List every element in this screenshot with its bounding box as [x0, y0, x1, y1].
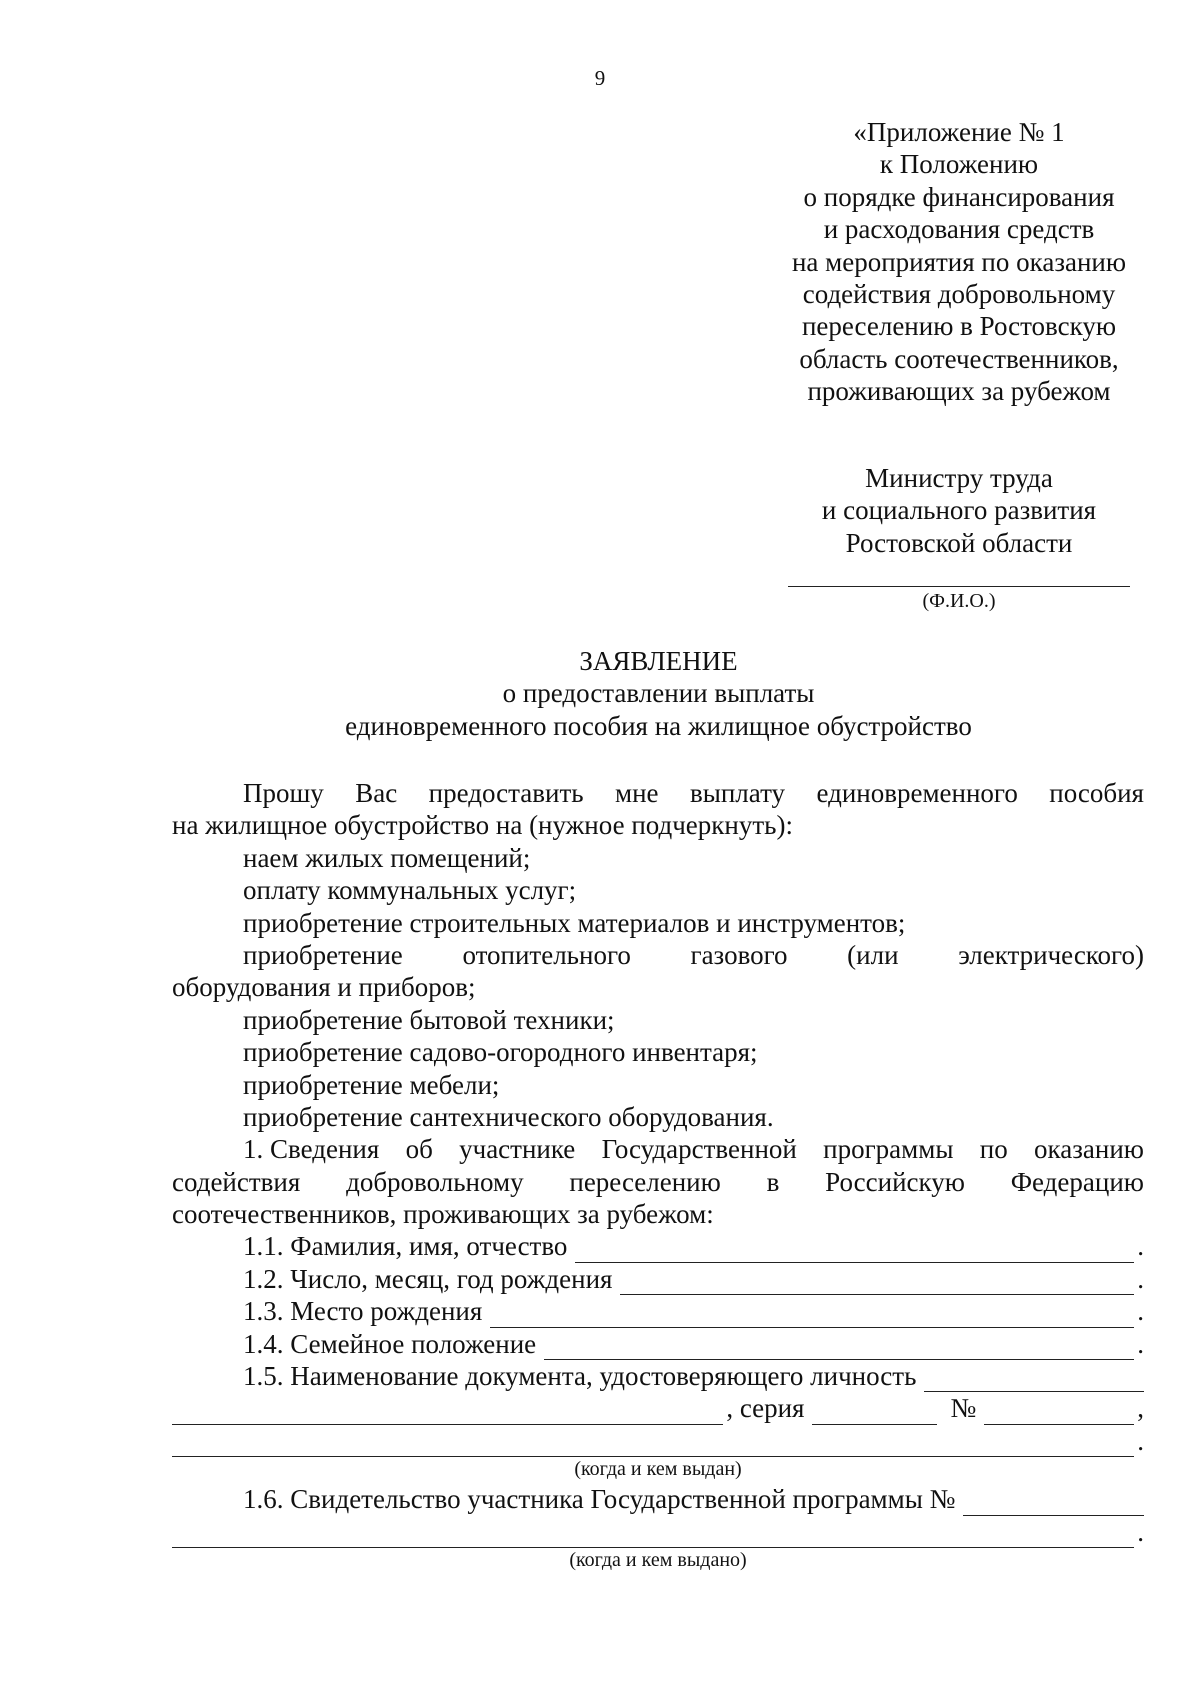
- word: приобретение: [243, 939, 403, 970]
- appendix-line: о порядке финансирования: [803, 181, 1115, 212]
- word: электрического): [958, 939, 1144, 970]
- issued-caption-row: [172, 1457, 1144, 1483]
- field-label: 1.2. Число, месяц, год рождения: [243, 1263, 613, 1294]
- field-birth-date: [172, 1263, 1144, 1295]
- option-garden-tools[interactable]: приобретение садово-огородного инвентаря;: [243, 1037, 758, 1068]
- addressee-line: Министру труда: [865, 463, 1053, 493]
- title-subline: единовременного пособия на жилищное обустройство: [345, 710, 972, 741]
- word: Государственной: [601, 1134, 797, 1165]
- word: предоставить: [428, 778, 584, 808]
- punctuation: .: [1137, 1516, 1144, 1547]
- punctuation: .: [1137, 1425, 1144, 1456]
- field-id-series-number: [172, 1392, 1144, 1424]
- option-plumbing[interactable]: приобретение сантехнического оборудования.: [243, 1101, 774, 1132]
- punctuation: .: [1137, 1231, 1144, 1262]
- word: Федерацию: [1010, 1166, 1144, 1197]
- word: переселению: [569, 1166, 721, 1197]
- title-heading: ЗАЯВЛЕНИЕ: [579, 646, 738, 676]
- word: пособия: [1049, 778, 1144, 808]
- appendix-line: к Положению: [879, 149, 1039, 180]
- fio-caption: (Ф.И.О.): [922, 590, 996, 612]
- intro-line-1: [172, 777, 1144, 809]
- appendix-header: [760, 116, 1158, 408]
- option-building-materials[interactable]: приобретение строительных материалов и инструментов;: [243, 907, 906, 938]
- marital-status-blank[interactable]: [544, 1334, 1134, 1360]
- appendix-line: «Приложение № 1: [853, 117, 1065, 147]
- birth-place-blank[interactable]: [490, 1302, 1134, 1328]
- field-label: 1.4. Семейное положение: [243, 1328, 537, 1359]
- series-blank[interactable]: [812, 1399, 937, 1425]
- number-label: №: [950, 1393, 977, 1424]
- appendix-line: и расходования средств: [823, 214, 1095, 245]
- fio-blank-line[interactable]: [788, 586, 1130, 587]
- field-label: 1.6. Свидетельство участника Государственной программы №: [243, 1484, 956, 1515]
- field-label: 1.3. Место рождения: [243, 1296, 483, 1327]
- appendix-line: переселению в Ростовскую: [801, 311, 1117, 342]
- punctuation: ,: [1137, 1393, 1144, 1424]
- option-rent[interactable]: наем жилых помещений;: [243, 842, 531, 873]
- addressee-line: Ростовской области: [845, 527, 1073, 558]
- series-label: , серия: [726, 1393, 805, 1424]
- word: мне: [615, 778, 659, 808]
- field-marital-status: [172, 1328, 1144, 1360]
- certificate-issued-blank[interactable]: [172, 1522, 1134, 1548]
- appendix-line: область соотечественников,: [799, 343, 1119, 374]
- issued-by-blank[interactable]: [172, 1431, 1134, 1457]
- word: единовременного: [816, 778, 1018, 808]
- issued-caption-row-2: [172, 1548, 1144, 1574]
- issued-caption-2: (когда и кем выдано): [569, 1548, 747, 1571]
- word: газового: [690, 939, 788, 970]
- document-body: [172, 777, 1144, 1574]
- field-label: 1.1. Фамилия, имя, отчество: [243, 1231, 568, 1262]
- punctuation: .: [1137, 1296, 1144, 1327]
- section1-line-2: [172, 1166, 1144, 1198]
- word: (или: [847, 939, 899, 970]
- field-id-document: [172, 1360, 1144, 1392]
- appendix-line: содействия добровольному: [802, 279, 1116, 310]
- word: в: [766, 1166, 780, 1197]
- word: об: [405, 1134, 433, 1165]
- word: содействия: [172, 1166, 301, 1197]
- id-document-name-blank[interactable]: [172, 1399, 723, 1425]
- addressee-line: и социального развития: [821, 495, 1097, 526]
- document-title: [170, 645, 1147, 742]
- option-furniture[interactable]: приобретение мебели;: [243, 1069, 500, 1100]
- number-blank[interactable]: [984, 1399, 1134, 1425]
- field-full-name: [172, 1230, 1144, 1262]
- word: оказанию: [1034, 1134, 1144, 1165]
- word: участнике: [459, 1134, 576, 1165]
- intro-line-2: на жилищное обустройство на (нужное подчеркнуть):: [172, 810, 793, 841]
- field-label: 1.5. Наименование документа, удостоверяющего личность: [243, 1361, 917, 1392]
- word: выплату: [689, 778, 786, 808]
- punctuation: .: [1137, 1263, 1144, 1294]
- word: 1. Сведения: [243, 1134, 380, 1165]
- section1-line-1: [172, 1133, 1144, 1165]
- addressee-block: [760, 462, 1158, 559]
- field-certificate-issued-by: [172, 1516, 1144, 1548]
- section1-line-3: соотечественников, проживающих за рубежом:: [172, 1199, 714, 1230]
- word: отопительного: [462, 939, 631, 970]
- page-number: 9: [594, 66, 606, 90]
- issued-caption: (когда и кем выдан): [574, 1458, 742, 1481]
- word: Вас: [355, 778, 398, 808]
- option-appliances[interactable]: приобретение бытовой техники;: [243, 1004, 615, 1035]
- title-subline: о предоставлении выплаты: [502, 678, 815, 709]
- full-name-blank[interactable]: [575, 1237, 1134, 1263]
- option-heating-equipment-cont[interactable]: оборудования и приборов;: [172, 972, 476, 1003]
- word: Прошу: [243, 778, 324, 808]
- certificate-number-blank[interactable]: [963, 1490, 1144, 1516]
- option-utilities[interactable]: оплату коммунальных услуг;: [243, 875, 577, 906]
- appendix-line: проживающих за рубежом: [807, 376, 1111, 407]
- option-heating-equipment[interactable]: [172, 939, 1144, 971]
- id-document-blank[interactable]: [924, 1366, 1144, 1392]
- punctuation: .: [1137, 1328, 1144, 1359]
- birth-date-blank[interactable]: [620, 1269, 1134, 1295]
- word: добровольному: [346, 1166, 524, 1197]
- appendix-line: на мероприятия по оказанию: [791, 246, 1127, 277]
- word: по: [979, 1134, 1008, 1165]
- field-birth-place: [172, 1295, 1144, 1327]
- word: Российскую: [825, 1166, 965, 1197]
- word: программы: [823, 1134, 954, 1165]
- field-issued-by: [172, 1425, 1144, 1457]
- field-participant-certificate: [172, 1483, 1144, 1515]
